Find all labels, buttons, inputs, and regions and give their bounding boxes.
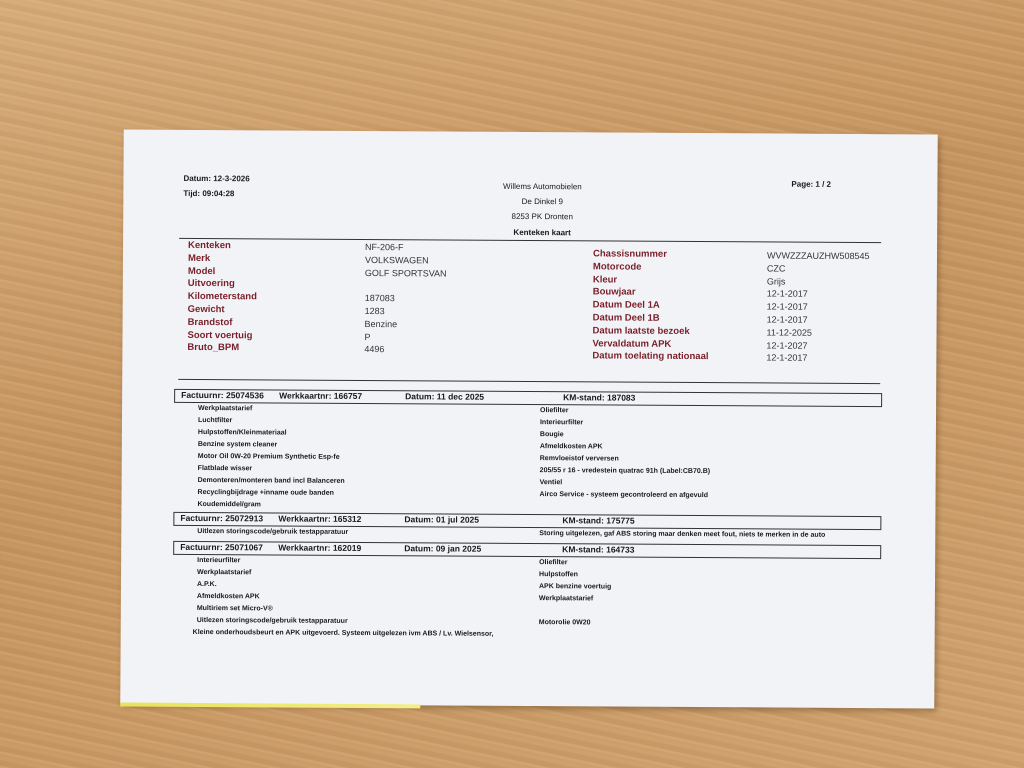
- print-time: Tijd: 09:04:28: [183, 188, 235, 199]
- invoice-line-item: Ventiel: [539, 479, 563, 487]
- invoice-line-item: Hulpstoffen/Kleinmateriaal: [197, 428, 287, 437]
- invoice-factuur: Factuurnr: 25072913: [180, 512, 264, 524]
- company-name: Willems Automobielen: [503, 181, 582, 192]
- vehicle-label-right: Kleur: [592, 273, 618, 286]
- invoice-line-item: Recyclingbijdrage +inname oude banden: [197, 488, 334, 497]
- vehicle-label-left: Bruto_BPM: [187, 342, 240, 354]
- vehicle-label-right: Datum Deel 1B: [592, 312, 660, 324]
- vehicle-value-right: WVWZZZAUZHW508545: [766, 250, 870, 262]
- invoice-km: KM-stand: 164733: [562, 544, 635, 555]
- vehicle-value-right: 12-1-2017: [766, 301, 808, 312]
- vehicle-label-left: Kilometerstand: [187, 291, 257, 303]
- invoice-line-item: Motorolie 0W20: [538, 619, 591, 627]
- invoice-line-item: Hulpstoffen: [539, 571, 578, 579]
- invoice-line-item: Oliefilter: [539, 559, 568, 567]
- invoice-factuur: Factuurnr: 25074536: [181, 389, 264, 401]
- vehicle-label-left: Kenteken: [188, 239, 231, 252]
- invoice-line-item: Interieurfilter: [197, 556, 241, 565]
- invoice-line-item: Multiriem set Micro-V®: [196, 604, 273, 613]
- invoice-line-item: Interieurfilter: [539, 419, 584, 427]
- vehicle-label-left: Uitvoering: [187, 278, 235, 290]
- vehicle-label-right: Datum laatste bezoek: [592, 325, 690, 337]
- vehicle-value-left: P: [364, 331, 371, 342]
- invoice-line-item: Werkplaatstarief: [198, 404, 253, 413]
- invoice-line-item: 205/55 r 16 - vredestein quatrac 91h (Label:CB70.B): [539, 467, 711, 476]
- vehicle-label-right: Chassisnummer: [592, 248, 667, 260]
- invoice-werkkaart: Werkkaartnr: 166757: [279, 390, 363, 401]
- vehicle-label-left: Soort voertuig: [187, 329, 253, 341]
- vehicle-label-left: Brandstof: [187, 316, 233, 328]
- vehicle-value-right: 12-1-2017: [766, 314, 808, 325]
- vehicle-label-right: Datum Deel 1A: [592, 299, 660, 311]
- invoice-line-item: Werkplaatstarief: [538, 595, 594, 603]
- vehicle-value-left: Benzine: [364, 318, 398, 329]
- paper-sheet: [120, 130, 937, 709]
- invoice-line-item: Storing uitgelezen, gaf ABS storing maar denken meet fout, niets te merken in de auto: [539, 530, 826, 539]
- invoice-line-item: Afmeldkosten APK: [196, 592, 260, 601]
- invoice-line-item: Benzine system cleaner: [197, 440, 278, 449]
- vehicle-label-left: Model: [187, 265, 216, 277]
- page-number: Page: 1 / 2: [791, 179, 832, 189]
- invoice-line-item: Oliefilter: [540, 407, 569, 415]
- vehicle-value-right: CZC: [766, 263, 786, 274]
- invoice-line-item: Werkplaatstarief: [197, 568, 252, 577]
- invoice-datum: Datum: 11 dec 2025: [405, 391, 485, 402]
- invoice-line-item: Uitlezen storingscode/gebruik testapparatuur: [196, 616, 348, 625]
- invoice-werkkaart: Werkkaartnr: 165312: [278, 513, 362, 524]
- invoice-km: KM-stand: 175775: [562, 515, 635, 526]
- invoice-line-item: Airco Service - systeem gecontroleerd en afgevuld: [539, 491, 709, 500]
- invoice-datum: Datum: 09 jan 2025: [404, 543, 482, 554]
- vehicle-value-right: 12-1-2017: [766, 288, 808, 300]
- yellow-paper-strip: [120, 703, 420, 709]
- invoice-header: [173, 541, 881, 559]
- invoice-datum: Datum: 01 jul 2025: [404, 514, 480, 525]
- invoice-line-item: Luchtfilter: [197, 416, 233, 425]
- vehicle-value-left: VOLKSWAGEN: [364, 254, 429, 266]
- invoice-line-item: Afmeldkosten APK: [539, 443, 603, 451]
- invoice-line-item: Flatblade wisser: [197, 464, 253, 473]
- vehicle-value-left: 4496: [364, 344, 385, 355]
- vehicle-label-right: Motorcode: [592, 261, 642, 273]
- invoice-line-item: Bougie: [539, 431, 564, 439]
- vehicle-value-right: 11-12-2025: [766, 327, 812, 338]
- vehicle-value-right: 12-1-2027: [766, 340, 808, 351]
- vehicle-value-right: 12-1-2017: [766, 352, 808, 364]
- vehicle-value-left: GOLF SPORTSVAN: [364, 267, 447, 279]
- invoice-werkkaart: Werkkaartnr: 162019: [278, 542, 362, 553]
- vehicle-label-left: Gewicht: [187, 303, 225, 316]
- vehicle-value-left: 1283: [364, 305, 385, 317]
- vehicle-divider: [178, 379, 880, 384]
- company-street: De Dinkel 9: [521, 196, 564, 207]
- print-date: Datum: 12-3-2026: [183, 173, 250, 184]
- vehicle-value-right: Grijs: [766, 276, 786, 287]
- company-city: 8253 PK Dronten: [511, 211, 573, 222]
- vehicle-label-right: Datum toelating nationaal: [592, 350, 709, 363]
- invoice-line-item: Demonteren/monteren band incl Balanceren: [197, 476, 345, 485]
- invoice-line-item: Motor Oil 0W-20 Premium Synthetic Esp-fe: [197, 452, 340, 461]
- invoice-line-item: Remvloeistof verversen: [539, 455, 619, 463]
- invoice-line-item: Koudemiddel/gram: [197, 500, 261, 509]
- vehicle-value-left: 187083: [364, 293, 395, 304]
- invoice-line-item: APK benzine voertuig: [538, 583, 612, 591]
- invoice-header: [173, 512, 881, 530]
- invoice-line-item: A.P.K.: [196, 580, 217, 589]
- vehicle-label-left: Merk: [187, 252, 211, 264]
- invoice-header: [174, 389, 882, 407]
- vehicle-label-right: Bouwjaar: [592, 286, 636, 299]
- header-divider: [179, 238, 881, 243]
- invoice-line-item: Uitlezen storingscode/gebruik testapparatuur: [197, 527, 349, 536]
- invoice-note: Kleine onderhoudsbeurt en APK uitgevoerd. Systeem uitgelezen ivm ABS / Lv. Wielsensor,: [192, 628, 494, 638]
- vehicle-value-left: NF-206-F: [365, 241, 404, 253]
- document-title: Kenteken kaart: [513, 227, 571, 238]
- invoice-factuur: Factuurnr: 25071067: [180, 541, 263, 553]
- vehicle-label-right: Vervaldatum APK: [592, 337, 672, 350]
- invoice-km: KM-stand: 187083: [563, 392, 636, 403]
